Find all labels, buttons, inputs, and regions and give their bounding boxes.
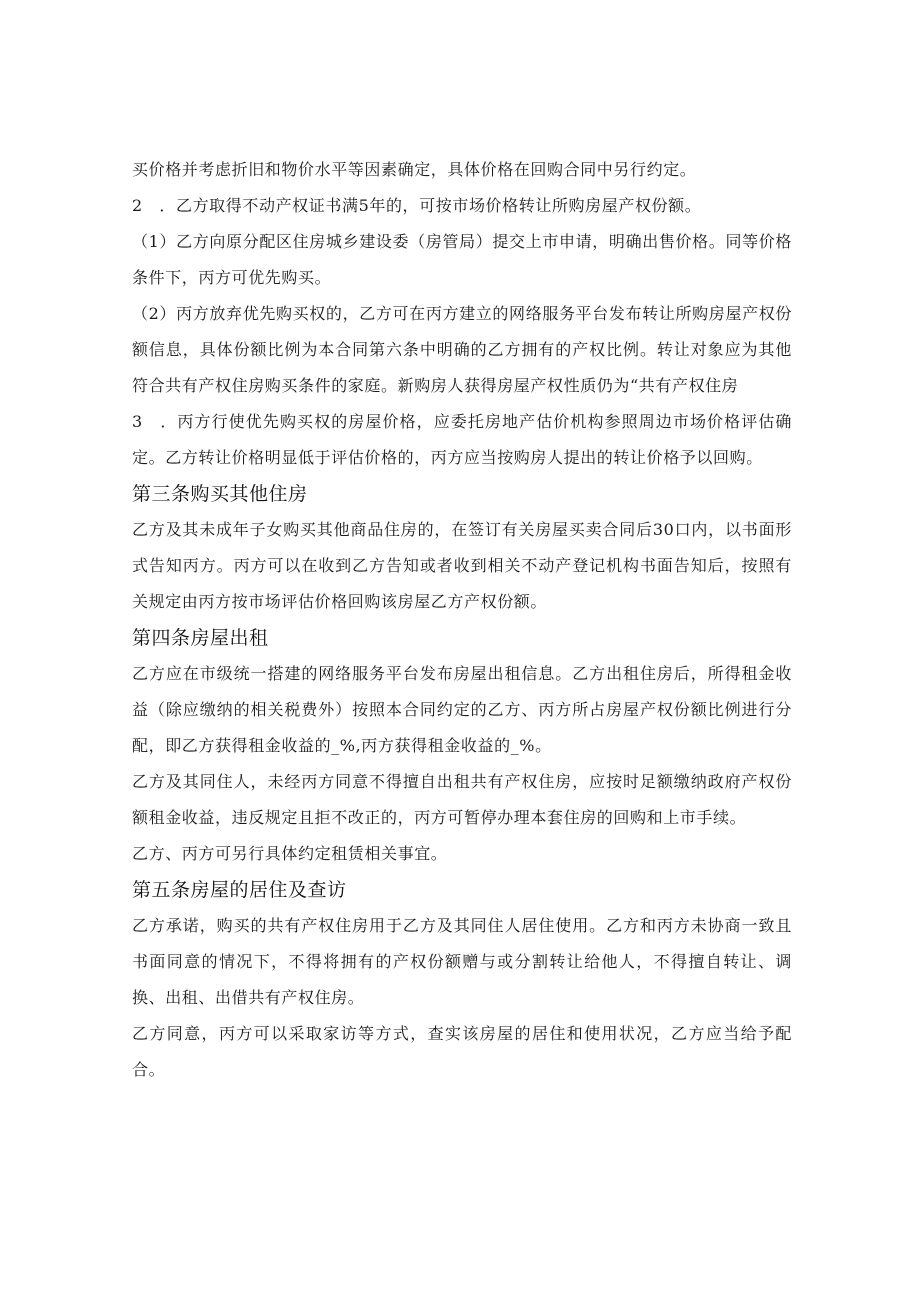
paragraph-article-4-other: 乙方、丙方可另行具体约定租赁相关事宜。: [132, 844, 448, 863]
paragraph-clause-2-2: （2）丙方放弃优先购买权的，乙方可在丙方建立的网络服务平台发布转让所购房屋产权份额信息，具体份额比例为本合同第六条中明确的乙方拥有的产权比例。转让对象应为其他符合共有产权住房购买条件的家庭。新购房人获得房屋产权性质仍为“共有产权住房: [132, 304, 792, 395]
paragraph-clause-2-1: （1）乙方向原分配区住房城乡建设委（房管局）提交上市申请，明确出售价格。同等价格条件下，丙方可优先购买。: [132, 232, 792, 287]
paragraph-article-4-no-sublet: 乙方及其同住人，未经丙方同意不得擅自出租共有产权住房，应按时足额缴纳政府产权份额租金收益，违反规定且拒不改正的，丙方可暂停办理本套住房的回购和上市手续。: [132, 772, 792, 827]
heading-article-4: 第四条房屋出租: [132, 627, 269, 649]
paragraph-article-3: 乙方及其未成年子女购买其他商品住房的，在签订有关房屋买卖合同后30口内，以书面形式告知丙方。丙方可以在收到乙方告知或者收到相关不动产登记机构书面告知后，按照有关规定由丙方按市场评估价格回购该房屋乙方产权份额。: [132, 520, 792, 611]
paragraph-article-4-rent-info: 乙方应在市级统一搭建的网络服务平台发布房屋出租信息。乙方出租住房后，所得租金收益（除应缴纳的相关税费外）按照本合同约定的乙方、丙方所占房屋产权份额比例进行分配，即乙方获得租金收益的_%,丙方获得租金收益的_%。: [132, 664, 792, 755]
document-body: [132, 152, 792, 1088]
paragraph-clause-2: 2 ．乙方取得不动产权证书满5年的，可按市场价格转让所购房屋产权份额。: [132, 196, 702, 215]
paragraph-article-5-residence: 乙方承诺，购买的共有产权住房用于乙方及其同住人居住使用。乙方和丙方未协商一致且书面同意的情况下，不得将拥有的产权份额赠与或分割转让给他人，不得擅自转让、调换、出租、出借共有产权住房。: [132, 916, 792, 1007]
heading-article-3: 第三条购买其他住房: [132, 483, 308, 505]
paragraph-buyback-price: 买价格并考虑折旧和物价水平等因素确定，具体价格在回购合同中另行约定。: [132, 160, 697, 179]
heading-article-5: 第五条房屋的居住及查访: [132, 879, 347, 901]
paragraph-clause-3: 3 ．丙方行使优先购买权的房屋价格，应委托房地产估价机构参照周边市场价格评估确定。乙方转让价格明显低于评估价格的，丙方应当按购房人提出的转让价格予以回购。: [132, 412, 792, 467]
paragraph-article-5-inspection: 乙方同意，丙方可以采取家访等方式，查实该房屋的居住和使用状况，乙方应当给予配合。: [132, 1024, 792, 1079]
